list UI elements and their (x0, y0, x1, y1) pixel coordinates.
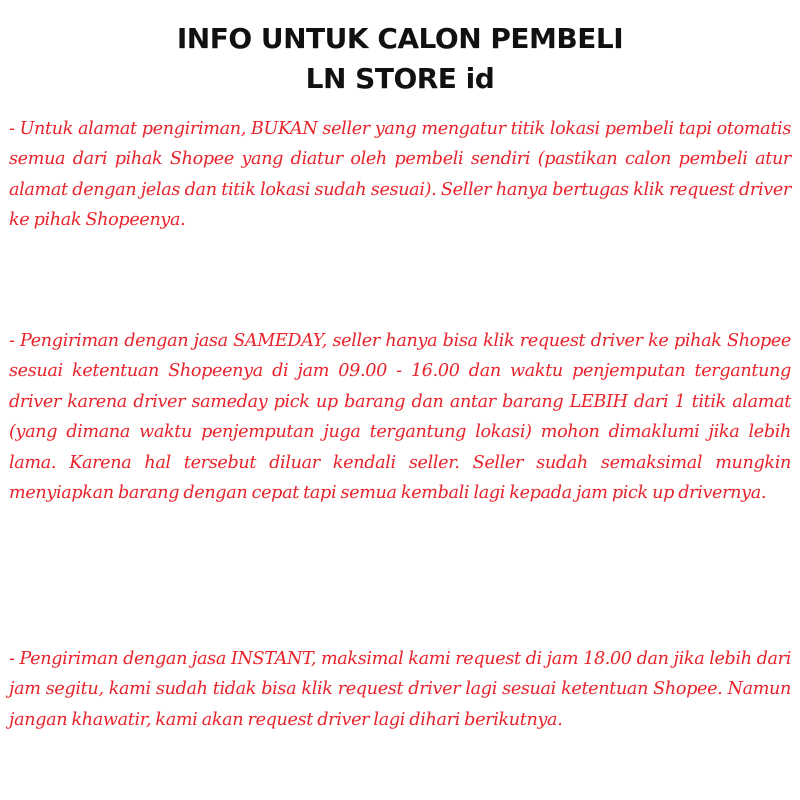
info-paragraph-instant: - Pengiriman dengan jasa INSTANT, maksimal kami request di jam 18.00 dan jika lebih dari jam segitu, kami sudah tidak bisa klik request driver lagi sesuai ketentuan Shopee. Namun jangan khawatir, kami akan request driver lagi dihari berikutnya. (9, 649, 791, 730)
info-paragraph-address: - Untuk alamat pengiriman, BUKAN seller yang mengatur titik lokasi pembeli tapi otomatis semua dari pihak Shopee yang diatur oleh pembeli sendiri (pastikan calon pembeli atur alamat dengan jelas dan titik lokasi sudah sesuai). Seller hanya bertugas klik request driver ke pihak Shopeenya. (9, 119, 791, 231)
info-paragraph-sameday: - Pengiriman dengan jasa SAMEDAY, seller hanya bisa klik request driver ke pihak Shopee sesuai ketentuan Shopeenya di jam 09.00 - 16.00 dan waktu penjemputan tergantung driver karena driver sameday pick up barang dan antar barang LEBIH dari 1 titik alamat (yang dimana waktu penjemputan juga tergantung lokasi) mohon dimaklumi jika lebih lama. Karena hal tersebut diluar kendali seller. Seller sudah semaksimal mungkin menyiapkan barang dengan cepat tapi semua kembali lagi kepada jam pick up drivernya. (9, 331, 791, 504)
store-name: LN STORE id (305, 62, 495, 95)
page-title: INFO UNTUK CALON PEMBELI (176, 22, 624, 55)
